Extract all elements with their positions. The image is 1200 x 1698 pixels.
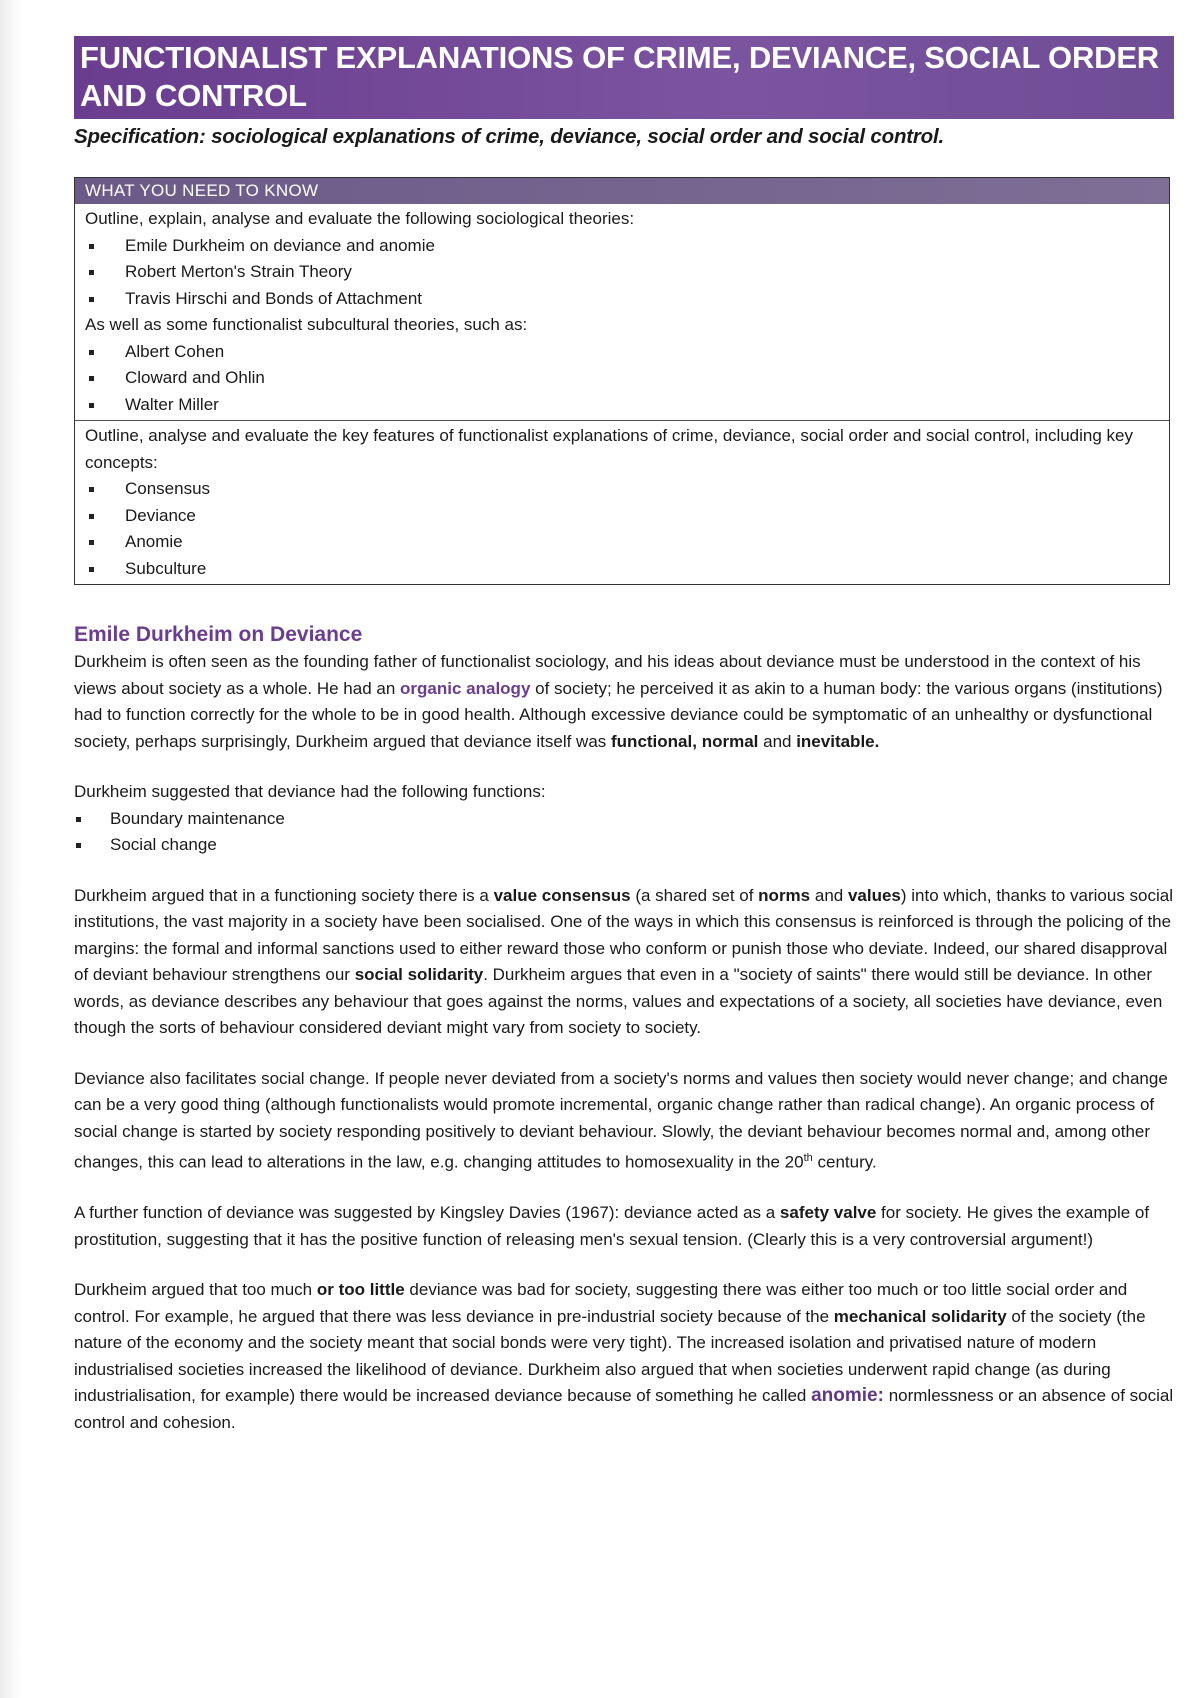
term-organic-analogy: organic analogy [400, 678, 531, 698]
know-section-theories [75, 204, 1169, 420]
what-you-need-to-know-box [74, 177, 1170, 585]
term-safety-valve: safety valve [779, 1203, 877, 1223]
text-run: ) into which, thanks to various social institutions, the vast majority in a society have been socialised. One of the ways in which this consensus is reinforced is through the policing of the margins: the formal and informal sanctions used to either reward those who conform or punish those who deviate. Indeed, our shared disapproval of deviant behaviour strengthens our [74, 885, 1174, 984]
text-run: Durkheim argued that in a functioning society there is a [74, 885, 494, 905]
text-run: of society; he perceived it as akin to a human body: the various organs (institutions) had to function correctly for the whole to be in good health. Although excessive deviance could be symptomatic of an unhealthy or dysfunctional society, perhaps surprisingly, Durkheim argued that deviance itself was [74, 678, 1163, 751]
text-run: and [758, 731, 797, 751]
theories-list [85, 233, 1159, 313]
list-item: Albert Cohen [85, 339, 1159, 366]
paragraph-safety-valve [74, 1200, 1174, 1253]
paragraph-anomie [74, 1277, 1174, 1436]
subcultural-list [85, 339, 1159, 419]
scan-edge-shadow [0, 0, 22, 1698]
list-item: Subculture [85, 556, 1159, 583]
title-banner [74, 36, 1174, 119]
term-normal: normal [701, 731, 759, 751]
paragraph-social-change [74, 1066, 1174, 1177]
list-item: Consensus [85, 476, 1159, 503]
term-norms: norms [758, 885, 811, 905]
list-item: Anomie [85, 529, 1159, 556]
list-item: Deviance [85, 503, 1159, 530]
list-item: Walter Miller [85, 392, 1159, 419]
text-run: Durkheim is often seen as the founding father of functionalist sociology, and his ideas about deviance must be understood in the context of his views about society as a whole. He had an [74, 652, 1141, 698]
text-run: century. [812, 1152, 877, 1172]
know-box-header: WHAT YOU NEED TO KNOW [75, 178, 1169, 204]
concepts-list [85, 476, 1159, 582]
text-run: . Durkheim argues that even in a "society of saints" there would still be deviance. In other words, as deviance describes any behaviour that goes against the norms, values and expectations of a society, all societies have deviance, even though the sorts of behaviour considered deviant might vary from society to society. [74, 965, 1163, 1037]
text-run: Deviance also facilitates social change. If people never deviated from a society's norms and values then society would never change; and change can be a very good thing (although functionalists would promote incremental, organic change rather than radical change). An organic process of social change is started by society responding positively to deviant behaviour. Slowly, the deviant behaviour becomes normal and, among other changes, this can lead to alterations in the law, e.g. changing attitudes to homosexuality in the 20 [74, 1068, 1168, 1172]
text-run: and [810, 885, 848, 905]
text-run: for society. He gives the example of prostitution, suggesting that it has the positive function of releasing men's sexual tension. (Clearly this is a very controversial argument!) [74, 1203, 1150, 1249]
text-run: (a shared set of [630, 885, 759, 905]
know-section-concepts [75, 420, 1169, 584]
term-functional: functional, [611, 731, 697, 751]
term-mechanical-solidarity: mechanical solidarity [833, 1306, 1007, 1326]
list-item: Travis Hirschi and Bonds of Attachment [85, 286, 1159, 313]
know-intro-theories: Outline, explain, analyse and evaluate the following sociological theories: [85, 209, 635, 228]
superscript: th [803, 1152, 813, 1164]
paragraph-value-consensus [74, 883, 1174, 1042]
term-or-too-little: or too little [316, 1280, 405, 1300]
section-heading: Emile Durkheim on Deviance [74, 623, 363, 646]
list-item: Boundary maintenance [74, 806, 1174, 833]
text-run: of the society (the nature of the economy and the society meant that social bonds were very tight). The increased isolation and privatised nature of modern industrialised societies increased the likelihood of deviance. Durkheim also argued that when societies underwent rapid change (as during industrialisation, for example) there would be increased deviance because of something he called [74, 1306, 1146, 1406]
section-body [74, 649, 1174, 1436]
specification-line: Specification: sociological explanations of crime, deviance, social order and social control. [74, 125, 944, 148]
know-intro-subcultural: As well as some functionalist subcultural theories, such as: [85, 315, 528, 334]
paragraph-functions-intro: Durkheim suggested that deviance had the following functions: [74, 782, 546, 801]
text-run: Durkheim argued that too much [74, 1280, 317, 1300]
list-item: Emile Durkheim on deviance and anomie [85, 233, 1159, 260]
list-item: Social change [74, 832, 1174, 859]
term-values: values [847, 885, 901, 905]
term-inevitable: inevitable. [796, 731, 880, 751]
paragraph-organic-analogy [74, 649, 1174, 755]
list-item: Robert Merton's Strain Theory [85, 259, 1159, 286]
know-intro-concepts: Outline, analyse and evaluate the key features of functionalist explanations of crime, deviance, social order and social control, including key concepts: [85, 426, 1133, 472]
text-run: deviance was bad for society, suggesting there was either too much or too little social order and control. For example, he argued that there was less deviance in pre-industrial society because of the [74, 1280, 1128, 1326]
functions-list [74, 806, 1174, 859]
term-social-solidarity: social solidarity [354, 965, 484, 984]
document-page [74, 36, 1174, 1460]
text-run: A further function of deviance was suggested by Kingsley Davies (1967): deviance acted as a [74, 1203, 780, 1223]
page-title: FUNCTIONALIST EXPLANATIONS OF CRIME, DEVIANCE, SOCIAL ORDER AND CONTROL [80, 40, 1159, 113]
term-value-consensus: value consensus [493, 885, 631, 905]
term-anomie: anomie: [811, 1385, 884, 1407]
text-run: normlessness or an absence of social control and cohesion. [74, 1386, 1174, 1432]
list-item: Cloward and Ohlin [85, 365, 1159, 392]
